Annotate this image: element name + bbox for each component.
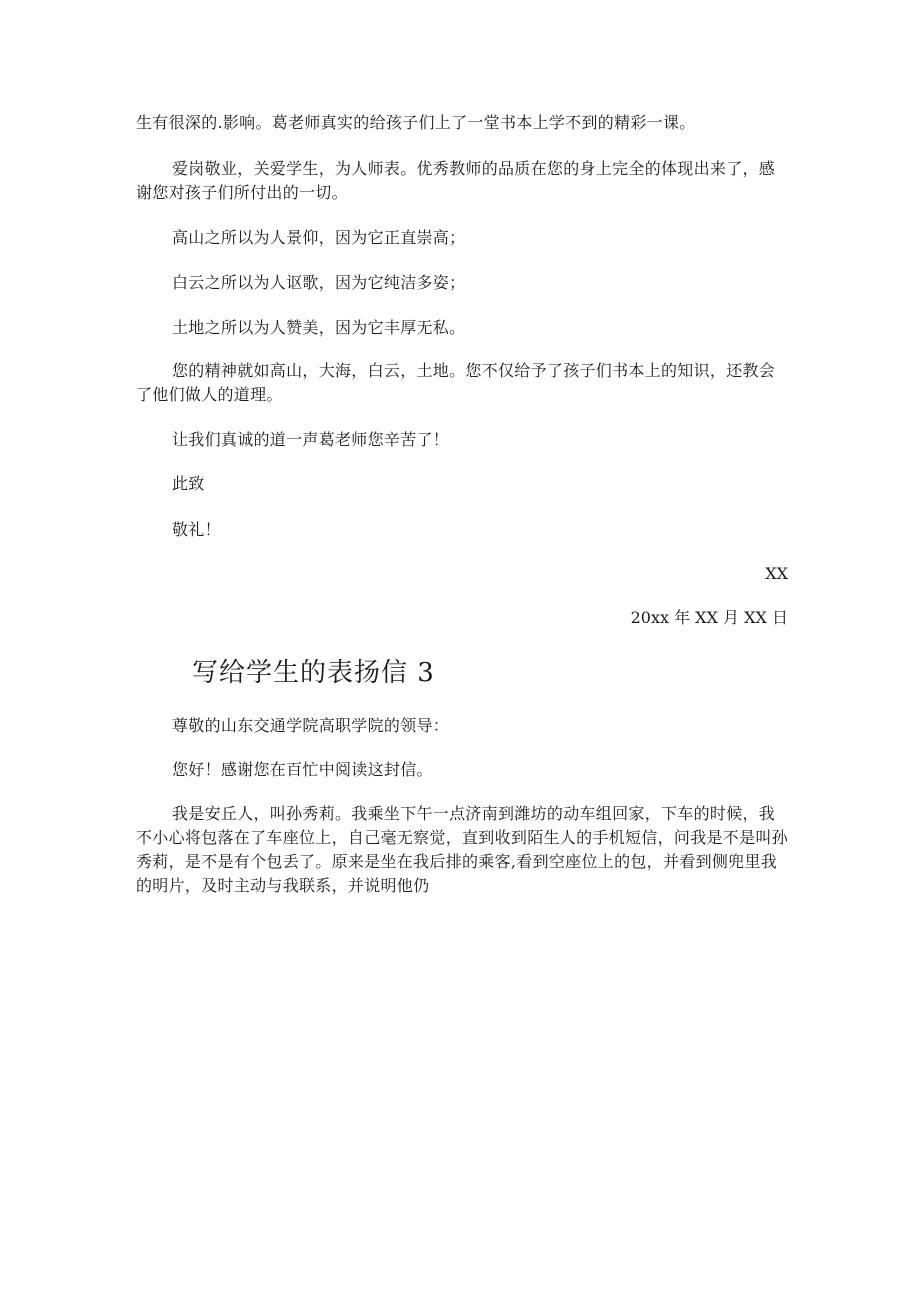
paragraph-thanks: 让我们真诚的道一声葛老师您辛苦了！ (172, 430, 450, 449)
paragraph-spirit: 您的精神就如高山，大海，白云，土地。您不仅给予了孩子们书本上的知识，还教会了他们做人的道理。 (136, 361, 776, 404)
paragraph-continuation: 生有很深的.影响。葛老师真实的给孩子们上了一堂书本上学不到的精彩一课。 (136, 113, 696, 132)
paragraph-land: 土地之所以为人赞美，因为它丰厚无私。 (172, 318, 466, 337)
paragraph-mountain: 高山之所以为人景仰，因为它正直崇高； (172, 228, 466, 247)
section-title: 写给学生的表扬信 3 (192, 658, 435, 688)
salutation: 尊敬的山东交通学院高职学院的领导： (172, 716, 450, 735)
signature: XX (765, 564, 788, 583)
paragraph-dedication: 爱岗敬业，关爱学生，为人师表。优秀教师的品质在您的身上完全的体现出来了，感谢您对孩子们所付出的一切。 (136, 159, 776, 202)
closing-jingli: 敬礼！ (172, 520, 221, 539)
closing-cizhi: 此致 (172, 474, 205, 493)
paragraph-cloud: 白云之所以为人讴歌，因为它纯洁多姿； (172, 273, 466, 292)
paragraph-body: 我是安丘人，叫孙秀莉。我乘坐下午一点济南到潍坊的动车组回家，下车的时候，我不小心将包落在了车座位上，自己毫无察觉，直到收到陌生人的手机短信，问我是不是叫孙秀莉，是不是有个包丢了。原来是坐在我后排的乘客,看到空座位上的包，并看到侧兜里我的明片，及时主动与我联系，并说明他仍 (136, 804, 789, 895)
greeting: 您好！感谢您在百忙中阅读这封信。 (172, 760, 433, 779)
date-line: 20xx 年 XX 月 XX 日 (630, 608, 788, 627)
